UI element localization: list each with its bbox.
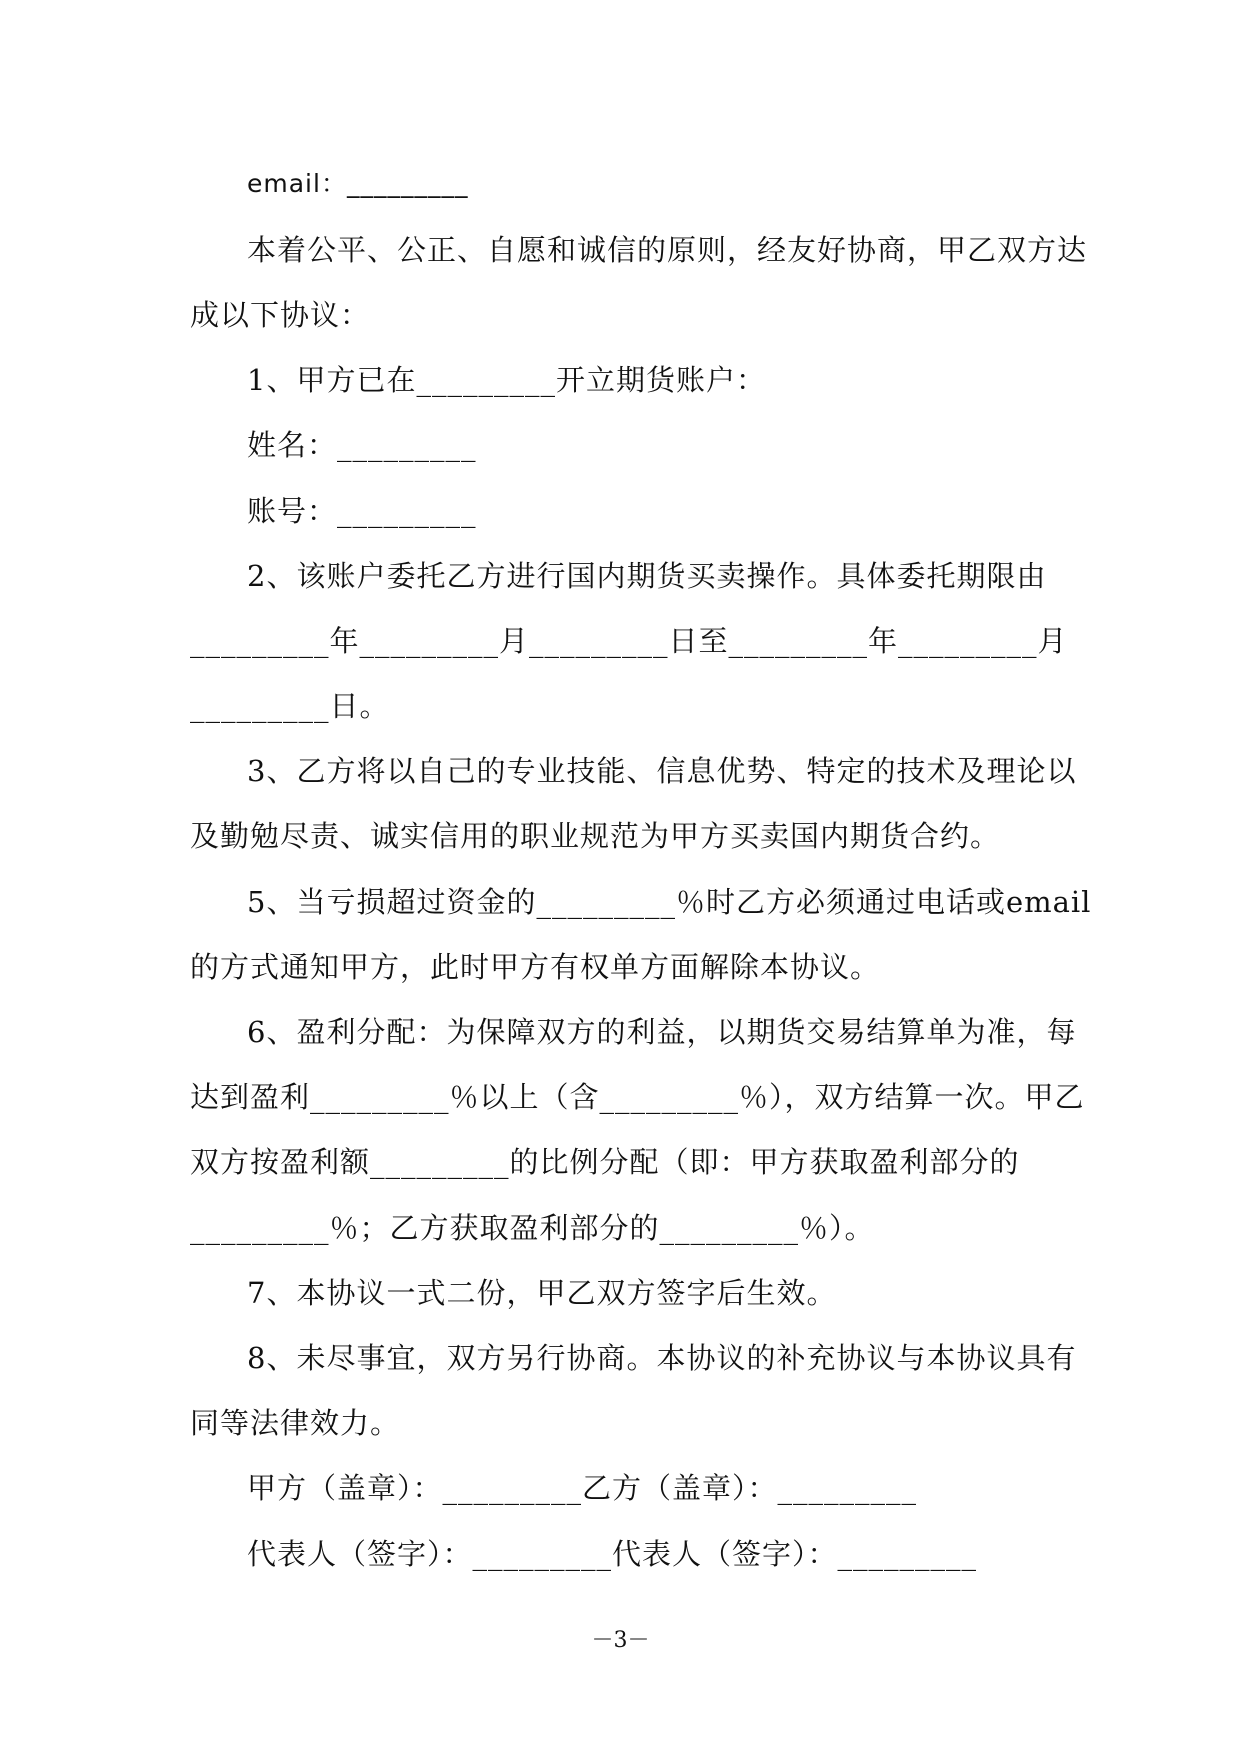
name-field-line: 姓名：_________: [247, 428, 477, 462]
clause-3-line-1: 3、乙方将以自己的专业技能、信息优势、特定的技术及理论以: [247, 754, 1077, 788]
representative-signature-line: 代表人（签字）：_________代表人（签字）：_________: [247, 1537, 978, 1571]
clause-8-line-1: 8、未尽事宜，双方另行协商。本协议的补充协议与本协议具有: [247, 1341, 1077, 1375]
clause-1-account: 1、甲方已在_________开立期货账户：: [247, 363, 766, 397]
clause-2-line-1: 2、该账户委托乙方进行国内期货买卖操作。具体委托期限由: [247, 559, 1047, 593]
email-line: email：_________: [247, 169, 469, 198]
clause-5-line-1: 5、当亏损超过资金的_________％时乙方必须通过电话或email: [247, 885, 1092, 919]
clause-6-line-3: 双方按盈利额_________的比例分配（即：甲方获取盈利部分的: [190, 1145, 1020, 1179]
clause-6-line-2: 达到盈利_________％以上（含_________％），双方结算一次。甲乙: [190, 1080, 1085, 1114]
page-number: －3－: [591, 1628, 650, 1653]
clause-6-line-1: 6、盈利分配：为保障双方的利益，以期货交易结算单为准，每: [247, 1015, 1077, 1049]
clause-5-line-2: 的方式通知甲方，此时甲方有权单方面解除本协议。: [190, 950, 881, 984]
clause-2-line-2: _________年_________月_________日至_________年_________月: [190, 624, 1068, 658]
clause-3-line-2: 及勤勉尽责、诚实信用的职业规范为甲方买卖国内期货合约。: [190, 819, 1001, 853]
preamble-line-1: 本着公平、公正、自愿和诚信的原则，经友好协商，甲乙双方达: [247, 233, 1088, 267]
account-number-line: 账号：_________: [247, 494, 477, 528]
clause-2-line-3: _________日。: [190, 689, 390, 723]
clause-8-line-2: 同等法律效力。: [190, 1406, 401, 1440]
clause-6-line-4: _________％；乙方获取盈利部分的_________％）。: [190, 1211, 875, 1245]
seal-signature-line: 甲方（盖章）：_________乙方（盖章）：_________: [247, 1471, 918, 1505]
preamble-line-2: 成以下协议：: [190, 298, 371, 332]
clause-7-line: 7、本协议一式二份，甲乙双方签字后生效。: [247, 1276, 837, 1310]
